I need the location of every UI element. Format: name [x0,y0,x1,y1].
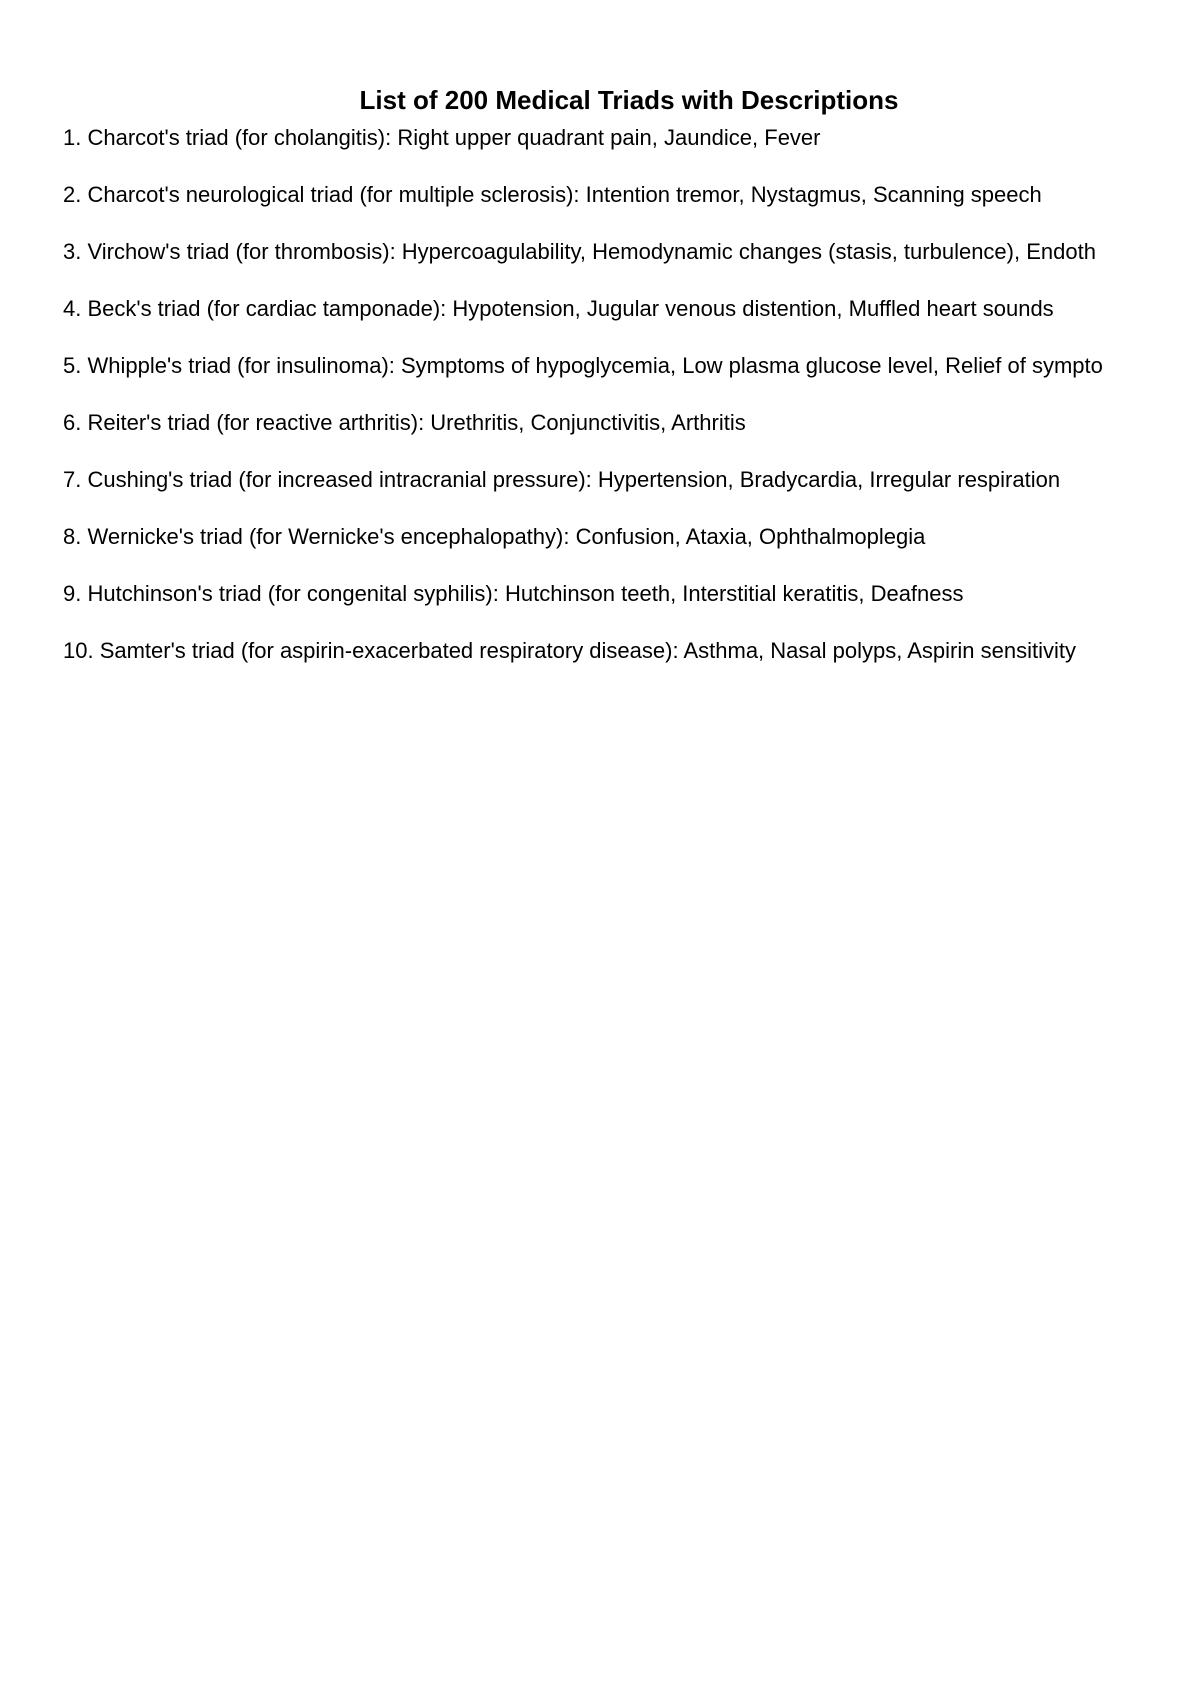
triad-list [63,124,1103,694]
document-title: List of 200 Medical Triads with Descriptions [359,85,899,116]
list-item-9: 9. Hutchinson's triad (for congenital syphilis): Hutchinson teeth, Interstitial keratitis, Deafness [63,581,964,606]
list-item-4: 4. Beck's triad (for cardiac tamponade): Hypotension, Jugular venous distention, Muffled heart sounds [63,296,1054,321]
list-item-2: 2. Charcot's neurological triad (for multiple sclerosis): Intention tremor, Nystagmus, Scanning speech [63,182,1042,207]
list-item-6: 6. Reiter's triad (for reactive arthritis): Urethritis, Conjunctivitis, Arthritis [63,410,746,435]
list-item-8: 8. Wernicke's triad (for Wernicke's encephalopathy): Confusion, Ataxia, Ophthalmoplegia [63,524,926,549]
list-item-1: 1. Charcot's triad (for cholangitis): Right upper quadrant pain, Jaundice, Fever [63,125,821,150]
list-item-10: 10. Samter's triad (for aspirin-exacerbated respiratory disease): Asthma, Nasal polyps, Aspirin sensitivity [63,638,1076,663]
list-item-3: 3. Virchow's triad (for thrombosis): Hypercoagulability, Hemodynamic changes (stasis, turbulence), Endoth [63,239,1096,264]
list-item-5: 5. Whipple's triad (for insulinoma): Symptoms of hypoglycemia, Low plasma glucose level, Relief of sympto [63,353,1103,378]
list-item-7: 7. Cushing's triad (for increased intracranial pressure): Hypertension, Bradycardia, Irregular respiration [63,467,1061,492]
